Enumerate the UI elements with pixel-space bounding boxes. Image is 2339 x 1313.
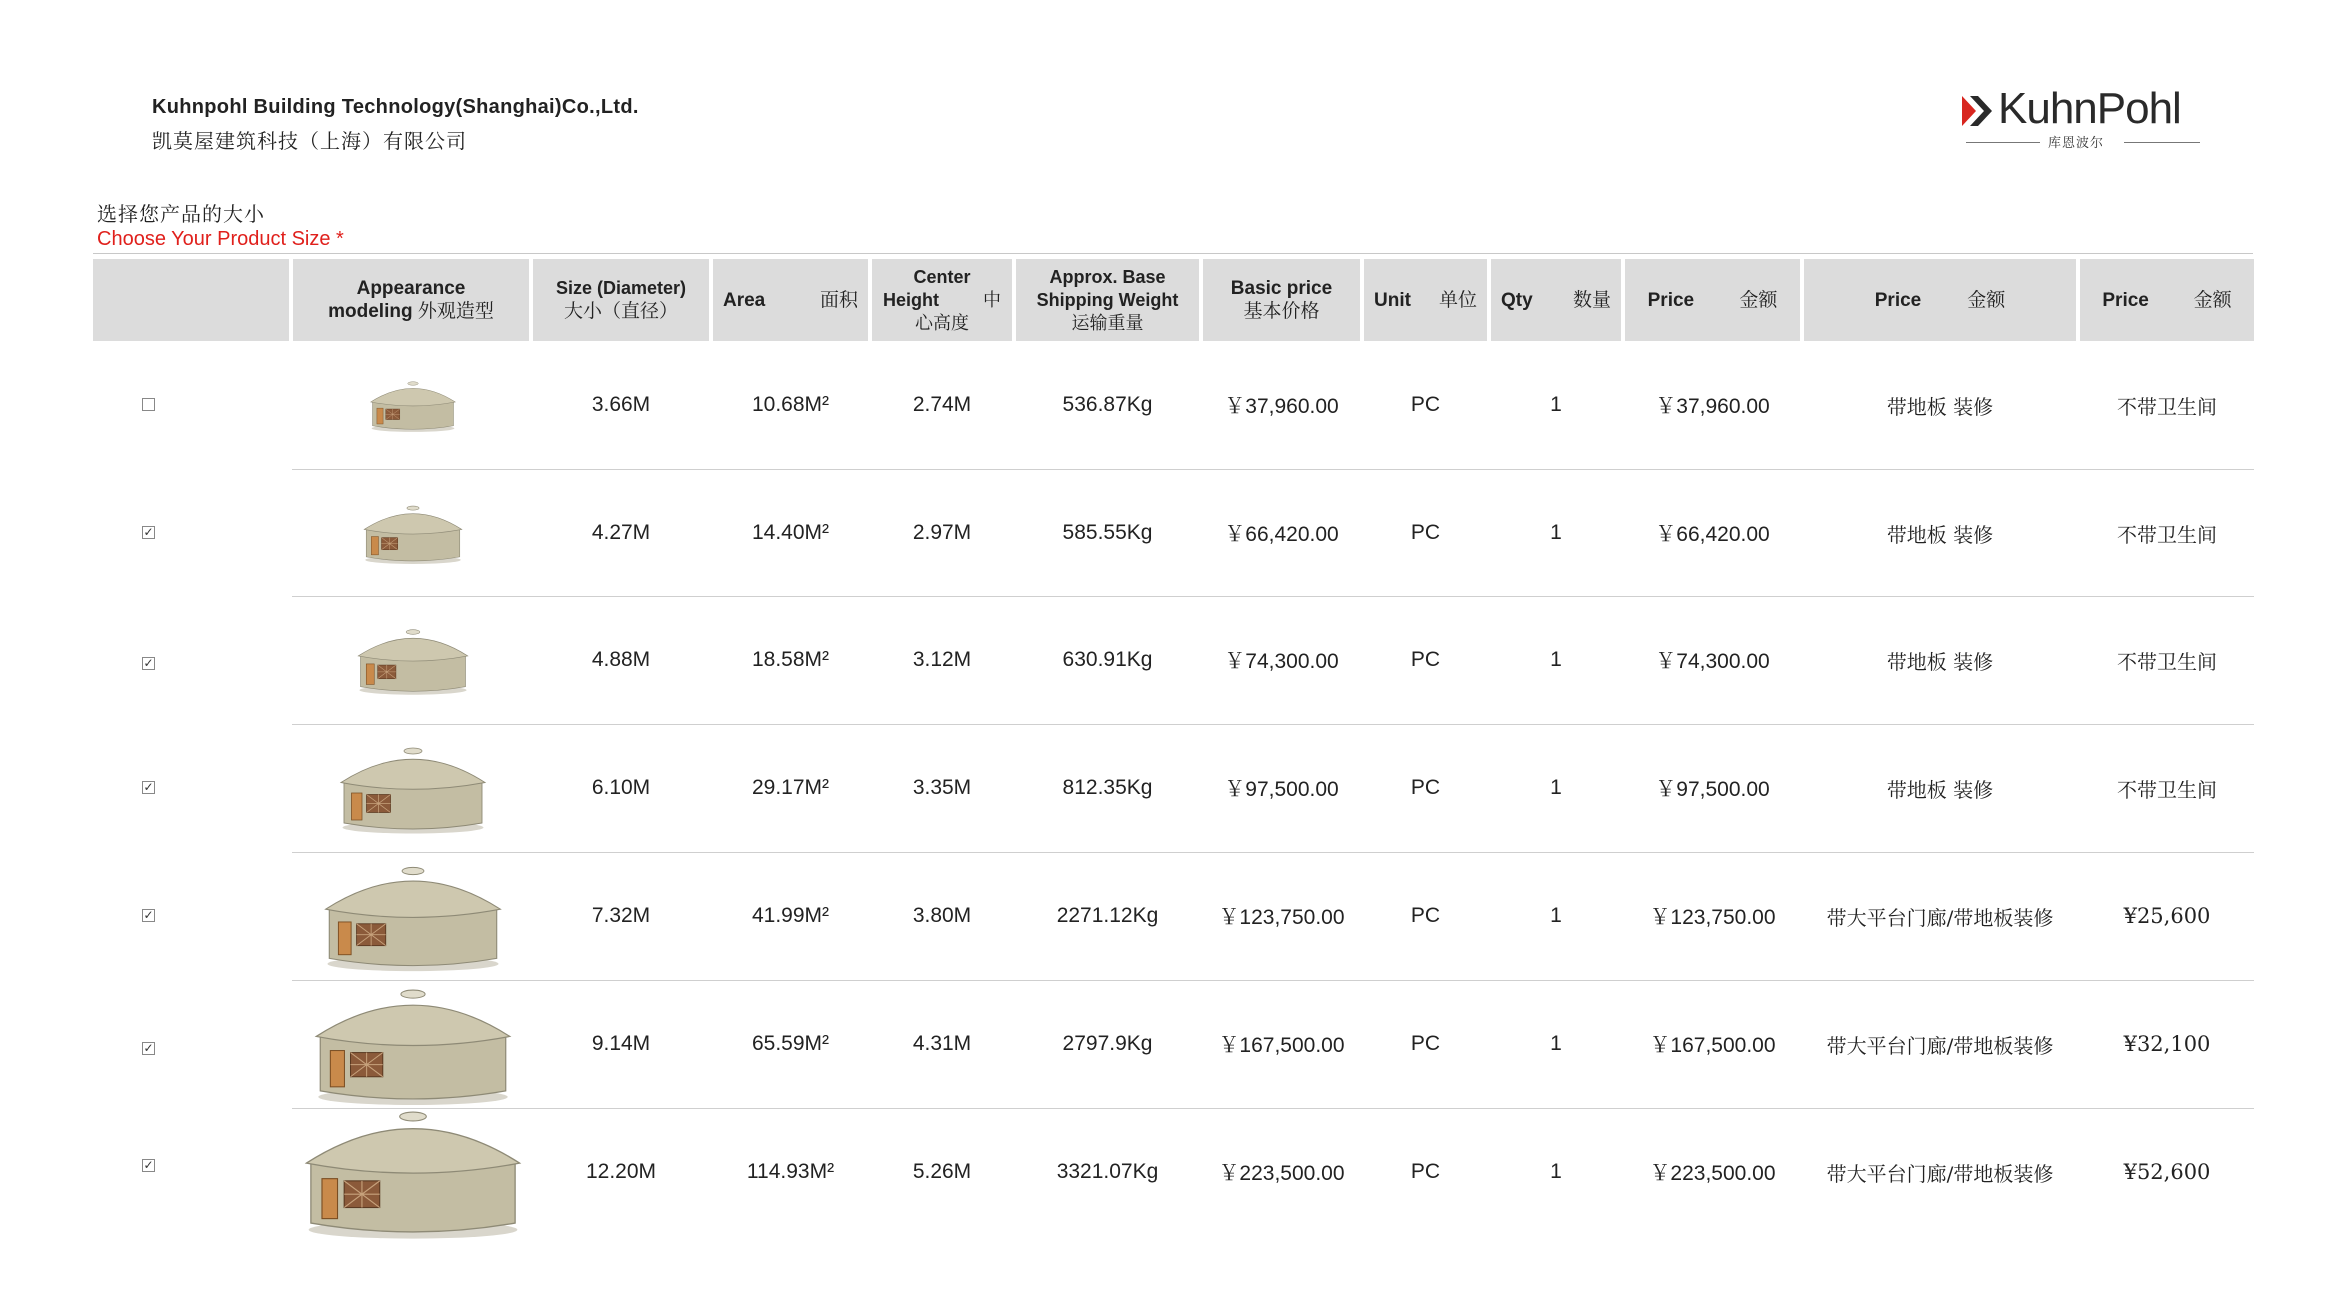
yurt-thumbnail-icon [338, 742, 488, 835]
cell-price: ￥223,500.00 [1649, 1162, 1776, 1185]
cell-extra: ¥25,600 [2123, 904, 2211, 928]
cell-size: 9.14M [591, 1032, 651, 1055]
header-weight-en1: Approx. Base [1049, 266, 1166, 287]
header-weight-en2: Shipping Weight [1036, 289, 1179, 310]
header-area [713, 259, 868, 341]
header-height-en1: Center [913, 266, 971, 287]
row-select-checkbox[interactable]: ✓ [143, 908, 154, 922]
header-appearance-en: Appearance [356, 278, 466, 299]
cell-price: ￥66,420.00 [1655, 523, 1770, 546]
cell-qty: 1 [1550, 904, 1562, 927]
cell-basic-price: ￥123,750.00 [1218, 906, 1345, 929]
cell-height: 3.12M [912, 648, 972, 671]
cell-unit: PC [1410, 648, 1441, 671]
cell-extra: 不带卫生间 [2117, 777, 2217, 802]
cell-weight: 585.55Kg [1062, 521, 1153, 544]
cell-weight: 2797.9Kg [1062, 1032, 1153, 1055]
logo-sub-text: 库恩波尔 [2048, 135, 2105, 150]
header-price1-en: Price [1647, 289, 1695, 311]
cell-basic-price: ￥223,500.00 [1218, 1162, 1345, 1185]
table-row [0, 341, 2339, 469]
header-height-cn2: 心高度 [915, 312, 969, 333]
cell-height: 5.26M [912, 1160, 972, 1183]
yurt-thumbnail-icon [362, 502, 464, 565]
table-top-divider [93, 253, 2253, 254]
cell-qty: 1 [1550, 521, 1562, 544]
table-row [0, 596, 2339, 724]
cell-height: 2.74M [912, 393, 972, 416]
cell-extra: 不带卫生间 [2117, 649, 2217, 674]
cell-unit: PC [1410, 393, 1441, 416]
cell-extra: ¥32,100 [2123, 1032, 2211, 1056]
header-height-line2 [883, 289, 1001, 312]
cell-option: 带大平台门廊/带地板装修 [1826, 905, 2054, 930]
header-price3-cn: 金额 [2193, 289, 2232, 311]
cell-area: 14.40M² [751, 521, 830, 544]
section-title-cn: 选择您产品的大小 [97, 204, 265, 226]
header-unit [1364, 259, 1487, 341]
cell-qty: 1 [1550, 1032, 1562, 1055]
header-unit-en: Unit [1374, 289, 1411, 311]
yurt-thumbnail-icon [302, 1103, 524, 1241]
cell-size: 4.88M [591, 648, 651, 671]
row-select-checkbox[interactable]: ✓ [143, 525, 154, 539]
cell-unit: PC [1410, 1032, 1441, 1055]
cell-basic-price: ￥37,960.00 [1224, 395, 1339, 418]
header-basic-cn: 基本价格 [1243, 301, 1320, 322]
logo-brand-text: KuhnPohl [1998, 84, 2181, 133]
yurt-thumbnail-icon [322, 860, 504, 973]
header-unit-cn: 单位 [1438, 289, 1477, 311]
cell-weight: 812.35Kg [1062, 776, 1153, 799]
header-qty-cn: 数量 [1572, 289, 1611, 311]
logo-divider-left [1966, 142, 2040, 143]
row-select-checkbox[interactable]: ✓ [143, 1158, 154, 1172]
cell-size: 12.20M [585, 1160, 657, 1183]
cell-option: 带地板 装修 [1886, 394, 1994, 419]
header-height [872, 259, 1012, 341]
company-name-cn: 凯莫屋建筑科技（上海）有限公司 [152, 131, 467, 153]
row-select-checkbox[interactable]: ✓ [143, 1041, 154, 1055]
cell-extra: ¥52,600 [2123, 1160, 2211, 1184]
cell-height: 4.31M [912, 1032, 972, 1055]
cell-basic-price: ￥74,300.00 [1224, 650, 1339, 673]
cell-size: 7.32M [591, 904, 651, 927]
yurt-thumbnail-icon [356, 625, 470, 696]
header-price1-cn: 金额 [1739, 289, 1778, 311]
cell-weight: 3321.07Kg [1056, 1160, 1159, 1183]
header-qty-en: Qty [1501, 289, 1533, 311]
header-size-en: Size (Diameter) [555, 278, 687, 298]
table-row [0, 852, 2339, 980]
table-row [0, 469, 2339, 597]
company-name-en: Kuhnpohl Building Technology(Shanghai)Co.,Ltd. [152, 96, 639, 118]
header-price-1 [1625, 259, 1800, 341]
header-appearance-en2: modeling [328, 301, 413, 322]
cell-area: 114.93M² [746, 1160, 835, 1183]
yurt-thumbnail-icon [312, 982, 514, 1107]
cell-price: ￥37,960.00 [1655, 395, 1770, 418]
table-row [0, 724, 2339, 852]
cell-size: 6.10M [591, 776, 651, 799]
cell-area: 41.99M² [751, 904, 830, 927]
header-basic-en: Basic price [1230, 278, 1333, 299]
header-select [93, 259, 289, 341]
cell-qty: 1 [1550, 1160, 1562, 1183]
cell-height: 2.97M [912, 521, 972, 544]
header-price-2 [1804, 259, 2076, 341]
cell-unit: PC [1410, 776, 1441, 799]
header-qty [1491, 259, 1621, 341]
cell-unit: PC [1410, 1160, 1441, 1183]
header-weight [1016, 259, 1199, 341]
cell-weight: 2271.12Kg [1056, 904, 1159, 927]
cell-qty: 1 [1550, 776, 1562, 799]
cell-basic-price: ￥66,420.00 [1224, 523, 1339, 546]
cell-qty: 1 [1550, 393, 1562, 416]
section-title-en: Choose Your Product Size * [97, 228, 344, 250]
header-appearance-line2 [328, 300, 494, 323]
table-row [0, 980, 2339, 1108]
header-height-en2: Height [883, 289, 939, 310]
header-appearance-cn: 外观造型 [417, 301, 494, 322]
cell-weight: 630.91Kg [1062, 648, 1153, 671]
header-appearance [293, 259, 529, 341]
yurt-thumbnail-icon [369, 378, 457, 433]
cell-extra: 不带卫生间 [2117, 522, 2217, 547]
header-price2-cn: 金额 [1967, 289, 2006, 311]
kuhnpohl-logo [1960, 84, 2200, 150]
cell-option: 带地板 装修 [1886, 522, 1994, 547]
cell-qty: 1 [1550, 648, 1562, 671]
cell-option: 带大平台门廊/带地板装修 [1826, 1161, 2054, 1186]
row-select-checkbox[interactable] [142, 398, 155, 411]
cell-size: 3.66M [591, 393, 651, 416]
header-price2-en: Price [1874, 289, 1922, 311]
header-height-cn1: 中 [983, 289, 1001, 310]
cell-height: 3.35M [912, 776, 972, 799]
row-select-checkbox[interactable]: ✓ [143, 780, 154, 794]
cell-height: 3.80M [912, 904, 972, 927]
header-area-cn: 面积 [819, 289, 858, 311]
cell-basic-price: ￥97,500.00 [1224, 778, 1339, 801]
cell-option: 带地板 装修 [1886, 649, 1994, 674]
company-info [152, 96, 639, 154]
cell-area: 65.59M² [751, 1032, 830, 1055]
logo-divider-right [2124, 142, 2200, 143]
cell-area: 10.68M² [751, 393, 830, 416]
cell-price: ￥97,500.00 [1655, 778, 1770, 801]
header-basic-price [1203, 259, 1360, 341]
cell-extra: 不带卫生间 [2117, 394, 2217, 419]
row-select-checkbox[interactable]: ✓ [143, 656, 154, 670]
cell-price: ￥167,500.00 [1649, 1034, 1776, 1057]
cell-size: 4.27M [591, 521, 651, 544]
header-size [533, 259, 709, 341]
cell-price: ￥123,750.00 [1649, 906, 1776, 929]
cell-unit: PC [1410, 521, 1441, 544]
cell-option: 带地板 装修 [1886, 777, 1994, 802]
cell-weight: 536.87Kg [1062, 393, 1153, 416]
logo-mark-icon [1960, 94, 1994, 128]
cell-price: ￥74,300.00 [1655, 650, 1770, 673]
header-weight-cn: 运输重量 [1071, 312, 1144, 333]
header-price-3 [2080, 259, 2254, 341]
cell-area: 29.17M² [751, 776, 830, 799]
table-row [0, 1108, 2339, 1236]
cell-area: 18.58M² [751, 648, 830, 671]
cell-option: 带大平台门廊/带地板装修 [1826, 1033, 2054, 1058]
header-price3-en: Price [2102, 289, 2149, 311]
cell-basic-price: ￥167,500.00 [1218, 1034, 1345, 1057]
header-area-en: Area [723, 289, 766, 311]
header-size-cn: 大小（直径） [563, 301, 678, 322]
cell-unit: PC [1410, 904, 1441, 927]
